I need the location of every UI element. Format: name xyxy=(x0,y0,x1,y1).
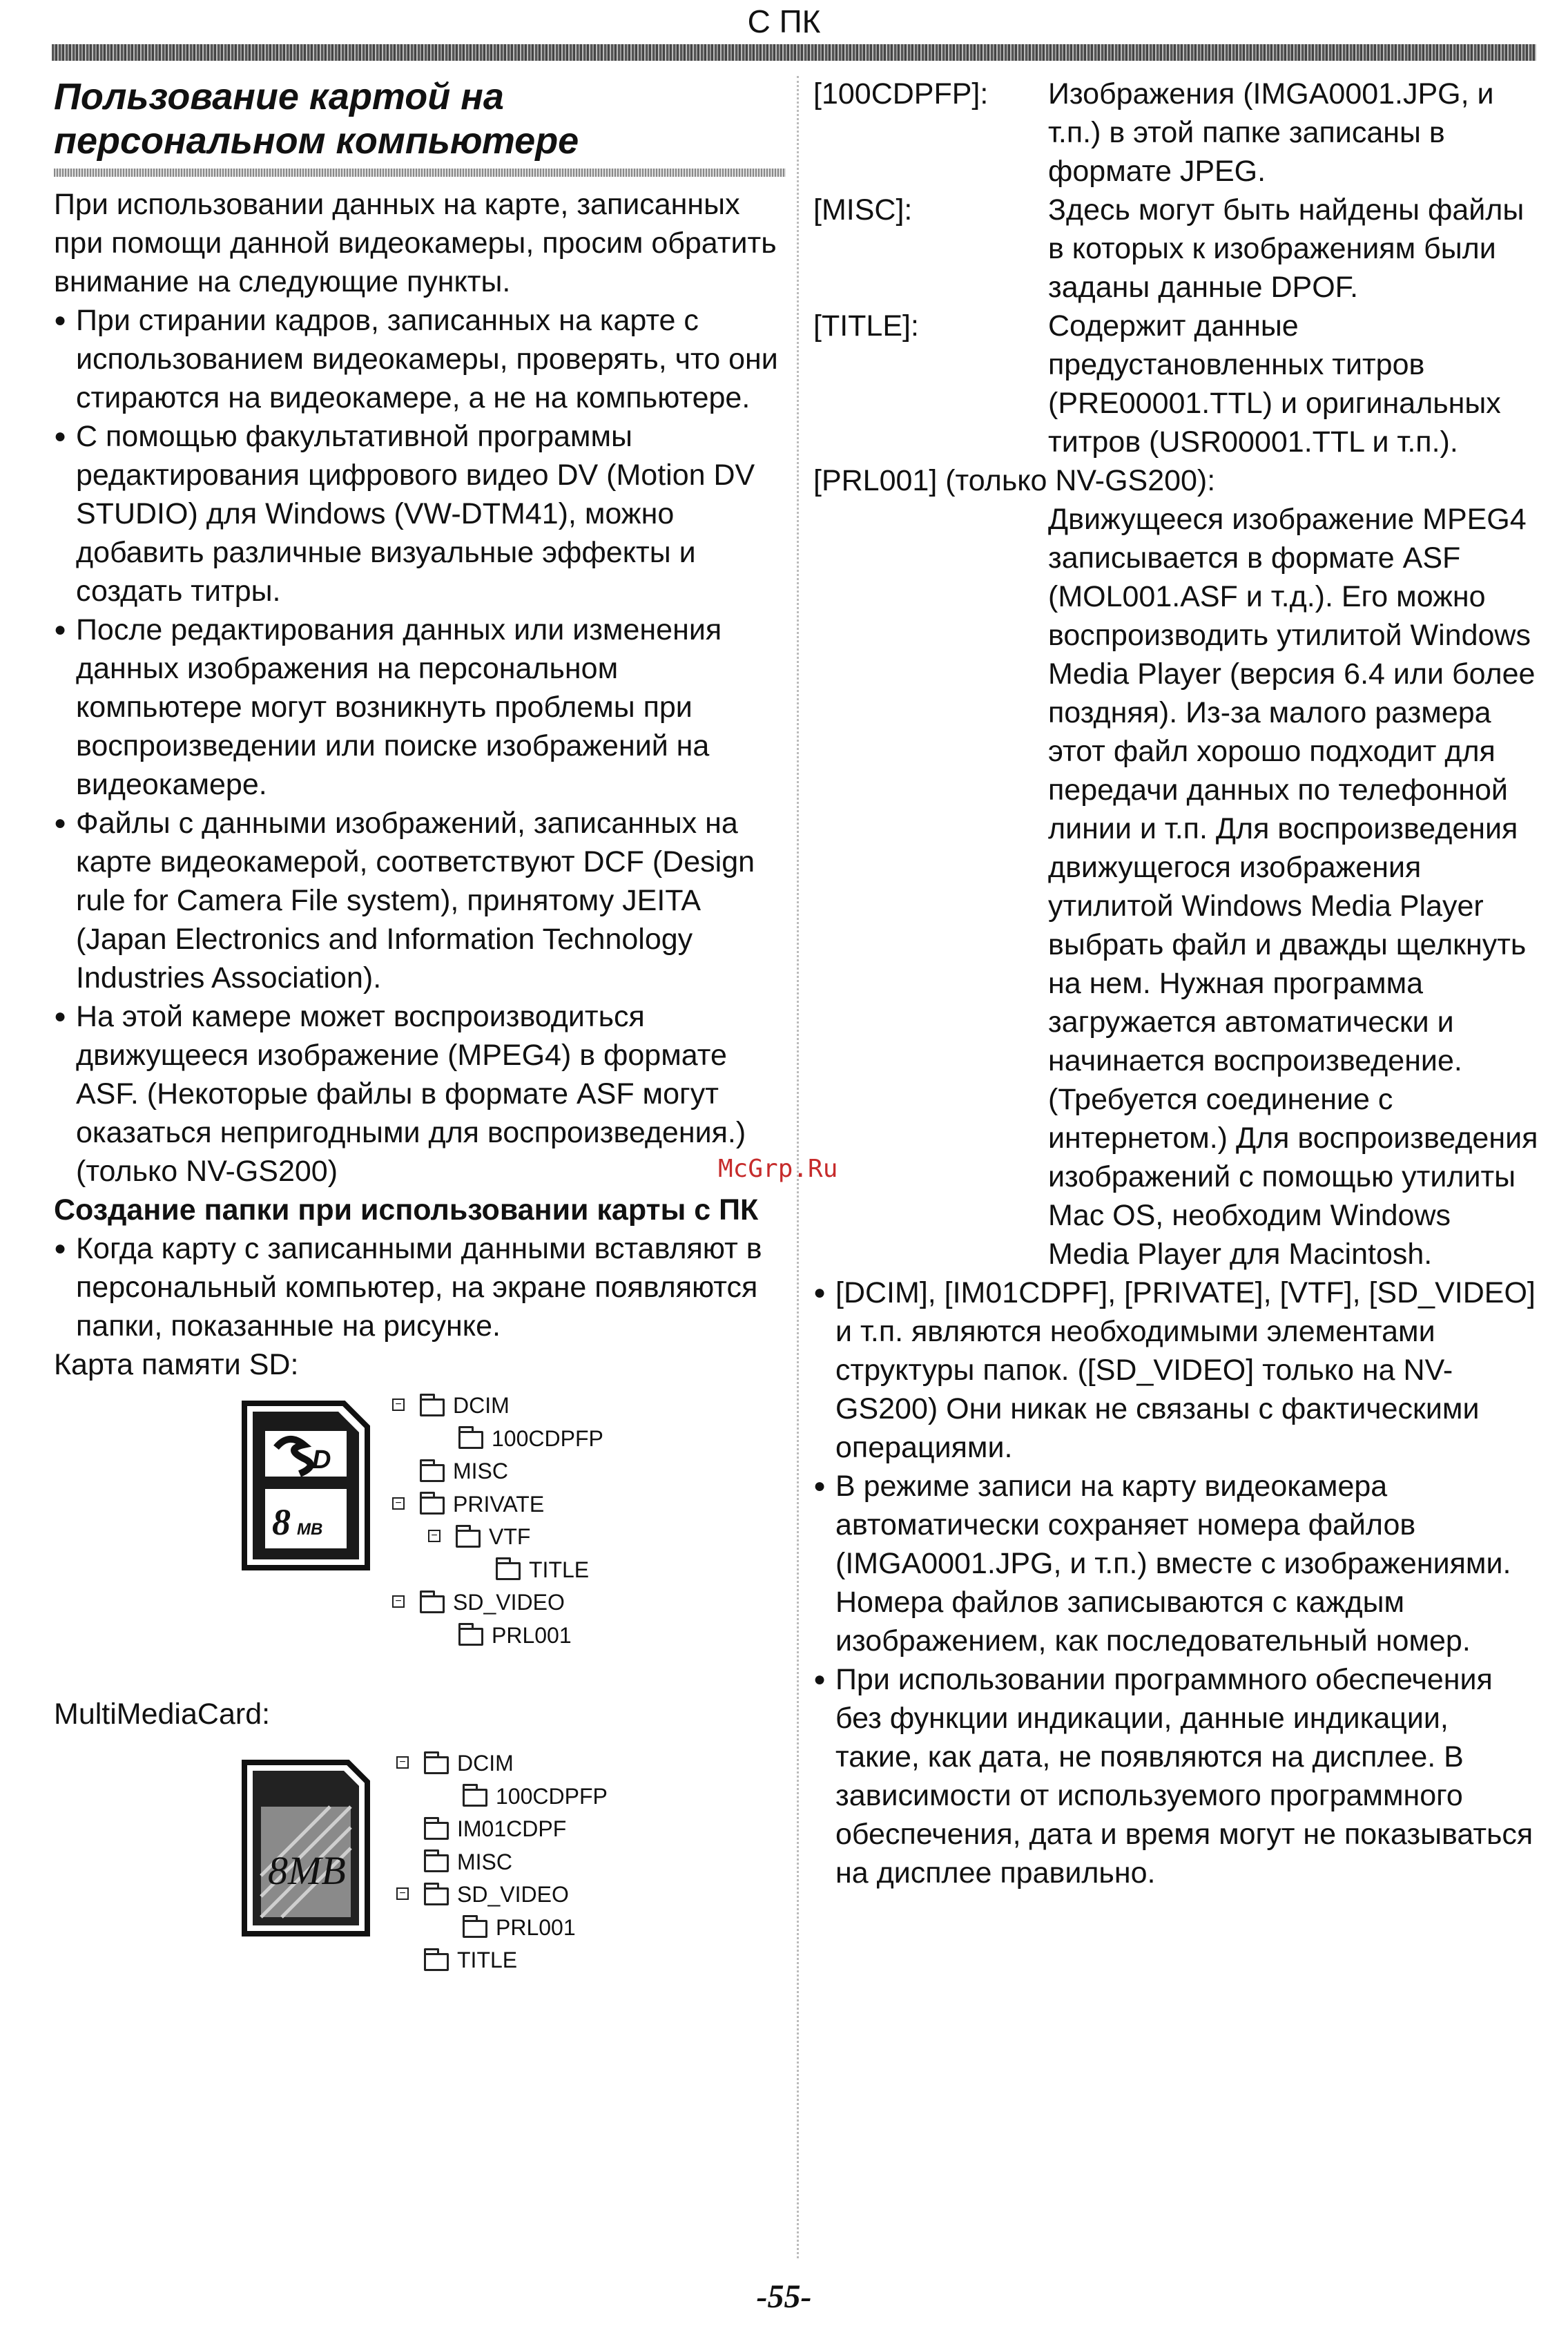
folder-icon xyxy=(420,1399,445,1416)
mmc-card-figure xyxy=(54,1733,779,2024)
mmc-card-capacity: 8MB xyxy=(268,1848,346,1893)
folder-icon xyxy=(458,1628,483,1646)
subheading: Создание папки при использовании карты с ПК xyxy=(54,1193,759,1227)
definition-term: [MISC]: xyxy=(813,193,913,227)
folder-icon xyxy=(424,1953,449,1971)
definition-desc: Здесь могут быть найдены файлы в которых к изображениям были заданы данные DPOF. xyxy=(1048,193,1525,304)
folder-icon xyxy=(420,1595,445,1613)
folder-label: TITLE xyxy=(457,1948,518,1972)
list-item: ● Когда карту с записанными данными вставляют в персональный компьютер, на экране появляются папки, показанные на рисунке. xyxy=(54,1229,779,1345)
definition-desc: Движущееся изображение MPEG4 записывается в формате ASF (MOL001.ASF и т.д.). Его можно воспроизводить утилитой Windows Media Player (версия 6.4 или более поздняя). Из-за малого размера этот файл хорошо подходит для передачи данных по телефонной линии и т.п. Для воспроизведения движущегося изображения утилитой Windows Media Player выбрать файл и дважды щелкнуть на нем. Нужная программа загружается автоматически и начинается воспроизведение. (Требуется соединение с интернетом.) Для воспроизведения изображений с помощью утилиты Mac OS, необходим Windows Media Player для Macintosh. xyxy=(1048,503,1538,1271)
collapse-icon[interactable]: − xyxy=(396,1756,409,1769)
section-title-line-2: персональном компьютере xyxy=(54,120,579,162)
list-item: ● После редактирования данных или изменения данных изображения на персональном компьютере могут возникнуть проблемы при воспроизведении или поиске изображений на видеокамере. xyxy=(54,611,779,804)
svg-text:D: D xyxy=(312,1445,331,1474)
page-header-title: С ПК xyxy=(747,3,821,39)
folder-label: SD_VIDEO xyxy=(457,1882,569,1907)
watermark: McGrp.Ru xyxy=(718,1155,838,1183)
mmc-card-icon xyxy=(240,1758,371,1938)
sd-card-capacity: 8 xyxy=(272,1501,291,1543)
folder-icon xyxy=(456,1530,481,1548)
sd-card-figure xyxy=(54,1384,779,1674)
definition-term: [PRL001] (только NV-GS200): xyxy=(813,464,1216,497)
definition-prl001 xyxy=(813,461,1538,1273)
collapse-icon[interactable]: − xyxy=(428,1530,441,1542)
folder-label: PRIVATE xyxy=(453,1491,545,1517)
folder-icon xyxy=(420,1464,445,1482)
folder-icon xyxy=(463,1920,487,1938)
definition-desc: Изображения (IMGA0001.JPG, и т.п.) в этой папке записаны в формате JPEG. xyxy=(1048,77,1494,188)
right-bullet-list xyxy=(813,1273,1538,1892)
folder-icon xyxy=(420,1497,445,1515)
folder-label: MISC xyxy=(457,1849,512,1874)
definition-term: [TITLE]: xyxy=(813,309,919,343)
list-item: ● В режиме записи на карту видеокамера автоматически сохраняет номера файлов (IMGA0001.JPG, и т.п.) вместе с изображениями. Номера файлов записываются с каждым изображением, как последовательный номер. xyxy=(813,1467,1538,1660)
collapse-icon[interactable]: − xyxy=(392,1595,405,1608)
section-title-line-1: Пользование картой на xyxy=(54,76,504,117)
list-item: ● При стирании кадров, записанных на карте с использованием видеокамеры, проверять, что они стираются на видеокамере, а не на компьютере. xyxy=(54,301,779,417)
header-rule xyxy=(52,44,1536,61)
title-rule xyxy=(54,169,786,177)
list-item: ● При использовании программного обеспечения без функции индикации, данные индикации, такие, как дата, не появляются на дисплее. В зависимости от используемого программного обеспечения, дата и время могут не показываться на дисплее правильно. xyxy=(813,1660,1538,1892)
folder-label: 100CDPFP xyxy=(492,1425,603,1451)
list-item: ● Файлы с данными изображений, записанных на карте видеокамерой, соответствуют DCF (Design rule for Camera File system), принятому JEITA (Japan Electronics and Information Technology Industries Association). xyxy=(54,804,779,997)
collapse-icon[interactable]: − xyxy=(392,1497,405,1510)
sd-card-label: Карта памяти SD: xyxy=(54,1348,299,1381)
folder-icon xyxy=(458,1431,483,1449)
folder-icon xyxy=(424,1756,449,1774)
list-item: ● С помощью факультативной программы редактирования цифрового видео DV (Motion DV STUDIO) для Windows (VW-DTM41), можно добавить различные визуальные эффекты и создать титры. xyxy=(54,417,779,611)
folder-label: 100CDPFP xyxy=(496,1783,608,1809)
page-number: -55- xyxy=(756,2278,812,2315)
intro-paragraph: При использовании данных на карте, записанных при помощи данной видеокамеры, просим обратить внимание на следующие пункты. xyxy=(54,188,777,298)
mmc-card-label: MultiMediaCard: xyxy=(54,1698,271,1731)
definition-100cdpfp xyxy=(813,75,1538,191)
subheading-bullet-list xyxy=(54,1229,779,1345)
definition-title xyxy=(813,307,1538,461)
folder-icon xyxy=(496,1562,521,1580)
definition-misc xyxy=(813,191,1538,307)
folder-icon xyxy=(424,1822,449,1840)
definition-desc: Содержит данные предустановленных титров (PRE00001.TTL) и оригинальных титров (USR00001.TTL и т.п.). xyxy=(1048,309,1501,459)
folder-label: SD_VIDEO xyxy=(453,1590,565,1615)
folder-label: PRL001 xyxy=(492,1622,572,1648)
folder-label: MISC xyxy=(453,1459,508,1483)
folder-label: PRL001 xyxy=(496,1914,576,1940)
collapse-icon[interactable]: − xyxy=(392,1399,405,1411)
folder-label: VTF xyxy=(489,1524,531,1549)
folder-icon xyxy=(424,1887,449,1905)
right-column xyxy=(813,75,1538,1892)
collapse-icon[interactable]: − xyxy=(396,1887,409,1900)
left-bullet-list xyxy=(54,301,779,1191)
section-title xyxy=(54,75,779,163)
folder-label: DCIM xyxy=(453,1393,510,1418)
folder-icon xyxy=(463,1789,487,1807)
list-item: ● [DCIM], [IM01CDPF], [PRIVATE], [VTF], [SD_VIDEO] и т.п. являются необходимыми элементами структуры папок. ([SD_VIDEO] только на NV-GS200) Они никак не связаны с фактическими операциями. xyxy=(813,1273,1538,1467)
sd-card-icon xyxy=(240,1399,371,1572)
folder-label: TITLE xyxy=(529,1557,590,1582)
left-column xyxy=(54,75,779,2024)
folder-label: IM01CDPF xyxy=(457,1816,567,1841)
definition-term: [100CDPFP]: xyxy=(813,77,989,110)
folder-icon xyxy=(424,1854,449,1872)
list-item: ● На этой камере может воспроизводиться движущееся изображение (MPEG4) в формате ASF. (Некоторые файлы в формате ASF могут оказаться непригодными для воспроизведения.) (только NV-GS200) xyxy=(54,997,779,1191)
sd-card-unit: MB xyxy=(297,1520,323,1539)
folder-label: DCIM xyxy=(457,1751,514,1776)
